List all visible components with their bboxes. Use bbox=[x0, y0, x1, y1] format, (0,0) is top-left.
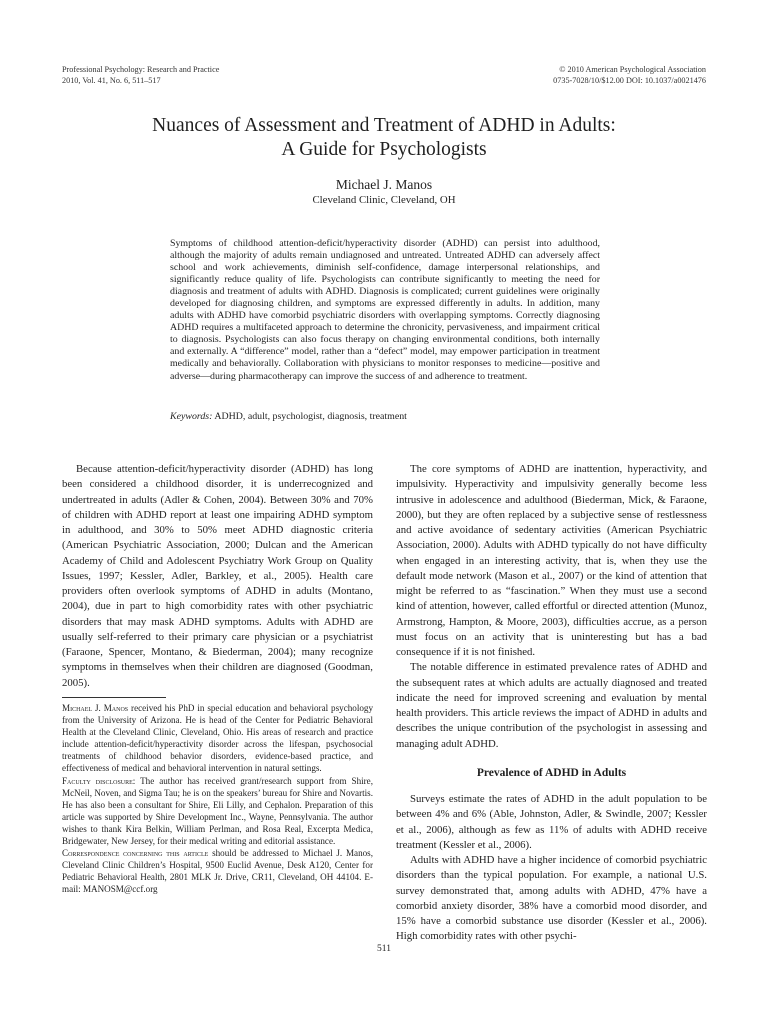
author-affiliation: Cleveland Clinic, Cleveland, OH bbox=[312, 194, 456, 206]
author-bio bbox=[62, 702, 373, 775]
copyright-header bbox=[553, 64, 706, 86]
correspondence-label: Correspondence concerning this article bbox=[62, 848, 209, 859]
author-name: Michael J. Manos bbox=[335, 177, 433, 192]
disclosure-label: Faculty disclosure: bbox=[62, 775, 136, 786]
author-bio-text: received his PhD in special education and behavioral psychology from the University of Arizona. He is head of the Center for Pediatric Behavioral Health at the Cleveland Clinic, Cleveland, Ohio. His areas of research and practice include attention-deficit/hyperactivity disorder across the lifespan, psychosocial treatments of childhood behavior disorders, evidence-based practice, and effectiveness of medical and behavioral intervention in natural settings. bbox=[62, 703, 373, 774]
article-title bbox=[0, 114, 768, 162]
article-title-line-1: Nuances of Assessment and Treatment of ADHD in Adults: bbox=[152, 115, 616, 136]
journal-header bbox=[62, 64, 219, 86]
body-paragraph: The core symptoms of ADHD are inattention, hyperactivity, and impulsivity. Hyperactivity and impulsivity generally become less intrusive in adolescence and adulthood (Biederman, Mick, & Faraone, 2000), but they are often replaced by a subjective sense of restlessness and active avoidance of sedentary activities (American Psychiatric Association, 2000). Adults with ADHD typically do not have difficulty when engaged in an interesting activity, that is, when they use the default mode network (Mason et al., 2007) or the kind of attention that might be referred to as “fascination.” When they must use a second kind of attention, however, called effortful or directed attention (Munoz, Armstrong, Hampton, & Moore, 2003), difficulties accrue, as a person must focus on an activity that is uninteresting but has a bad consequence if it is not finished. bbox=[396, 463, 708, 658]
copyright-line: © 2010 American Psychological Association bbox=[559, 65, 706, 74]
left-column bbox=[62, 462, 373, 691]
body-paragraph: The notable difference in estimated prevalence rates of ADHD and the subsequent rates at which adults are actually diagnosed and treated indicate the need for improved screening and evaluation by mental health providers. This article reviews the impact of ADHD in adults and describes the unique contribution of the psychologist in assessing and managing adult ADHD. bbox=[396, 661, 707, 750]
keywords-label: Keywords: bbox=[170, 411, 213, 422]
faculty-disclosure bbox=[62, 775, 373, 848]
article-title-line-2: A Guide for Psychologists bbox=[281, 139, 487, 160]
keywords bbox=[170, 411, 600, 422]
correspondence-text: should be addressed to Michael J. Manos, Cleveland Clinic Children’s Hospital, 9500 Euclid Avenue, Desk A120, Center for Pediatric Behavioral Health, 2801 MLK Jr. Drive, CR11, Cleveland, OH 44104. E-mail: MANOSM@ccf.org bbox=[62, 848, 373, 895]
footnote-divider bbox=[62, 697, 166, 698]
right-column bbox=[396, 462, 707, 752]
disclosure-text: The author has received grant/research support from Shire, McNeil, Noven, and Sigma Tau; he is on the speakers’ bureau for Shire and Novartis. He has also been a consultant for Shire, Eli Lilly, and Cephalon. Preparation of this article was supported by Shire Development Inc., Wayne, Pennsylvania. The author wishes to thank Kira Belkin, William Perlman, and Rosa Real, Excerpta Medica, Bridgewater, New Jersey, for their medical writing and editorial assistance. bbox=[62, 775, 373, 847]
right-column-section bbox=[396, 792, 707, 945]
doi-line: 0735-7028/10/$12.00 DOI: 10.1037/a0021476 bbox=[553, 76, 706, 85]
section-heading: Prevalence of ADHD in Adults bbox=[476, 767, 627, 779]
page-number: 511 bbox=[377, 944, 391, 954]
keywords-text: ADHD, adult, psychologist, diagnosis, treatment bbox=[214, 411, 407, 422]
author-footnotes bbox=[62, 702, 373, 896]
journal-name: Professional Psychology: Research and Practice bbox=[62, 65, 220, 74]
abstract: Symptoms of childhood attention-deficit/hyperactivity disorder (ADHD) can persist into adulthood, although the majority of adults remain undiagnosed and untreated. Untreated ADHD can adversely affect school and work achievements, diminish self-confidence, damage interpersonal relationships, and significantly reduce quality of life. Psychologists can contribute significantly to meeting the need for diagnosis and treatment of adults with ADHD. Diagnosis is complicated; current guidelines were originally developed for diagnosing children, and symptoms are expressed differently in adults. In addition, many adults with ADHD have comorbid psychiatric disorders with overlapping symptoms. Correctly diagnosing ADHD requires a multifaceted approach to determine the chronicity, pervasiveness, and impairment critical to diagnosis. Psychologists can also focus therapy on changing environmental conditions, both internally and externally. A “difference” model, rather than a “defect” model, may empower participation in treatment medically and behaviorally. Collaboration with physicians to monitor responses to medicine—positive and adverse—during pharmacotherapy can improve the success of and adherence to treatment. bbox=[170, 238, 600, 382]
body-paragraph: Adults with ADHD have a higher incidence of comorbid psychiatric disorders than the typical population. For example, a national U.S. survey demonstrated that, among adults with ADHD, 47% have a comorbid anxiety disorder, 38% have a comorbid mood disorder, and 15% have a comorbid substance use disorder (Kessler et al., 2006). High comorbidity rates with other psychi- bbox=[396, 854, 707, 943]
body-paragraph: Because attention-deficit/hyperactivity disorder (ADHD) has long been considered a childhood disorder, it is underrecognized and undertreated in adults (Adler & Cohen, 2004). Between 30% and 70% of children with ADHD report at least one impairing ADHD symptom in adulthood, and 30% to 50% meet ADHD diagnostic criteria (American Psychiatric Association, 2000; Dulcan and the American Academy of Child and Adolescent Psychiatry Work Group on Quality Issues, 1997; Kessler, Adler, Barkley, et al., 2005). Health care providers often overlook symptoms of ADHD in adults (Montano, 2004), due in part to high comorbidity rates with other psychiatric disorders that may mask ADHD symptoms. Adults with ADHD are usually self-referred to their primary care physician or a psychiatrist (Faraone, Spencer, Montano, & Biederman, 2004); many recognize symptoms in themselves when their children are diagnosed (Goodman, 2005). bbox=[62, 463, 373, 689]
body-paragraph: Surveys estimate the rates of ADHD in the adult population to be between 4% and 6% (Able, Johnston, Adler, & Swindle, 2007; Kessler et al., 2006), although as few as 11% of adults with ADHD receive treatment (Kessler et al., 2006). bbox=[396, 793, 707, 851]
journal-volume: 2010, Vol. 41, No. 6, 511–517 bbox=[62, 76, 161, 85]
correspondence bbox=[62, 847, 373, 895]
author-bio-name: Michael J. Manos bbox=[62, 703, 129, 713]
